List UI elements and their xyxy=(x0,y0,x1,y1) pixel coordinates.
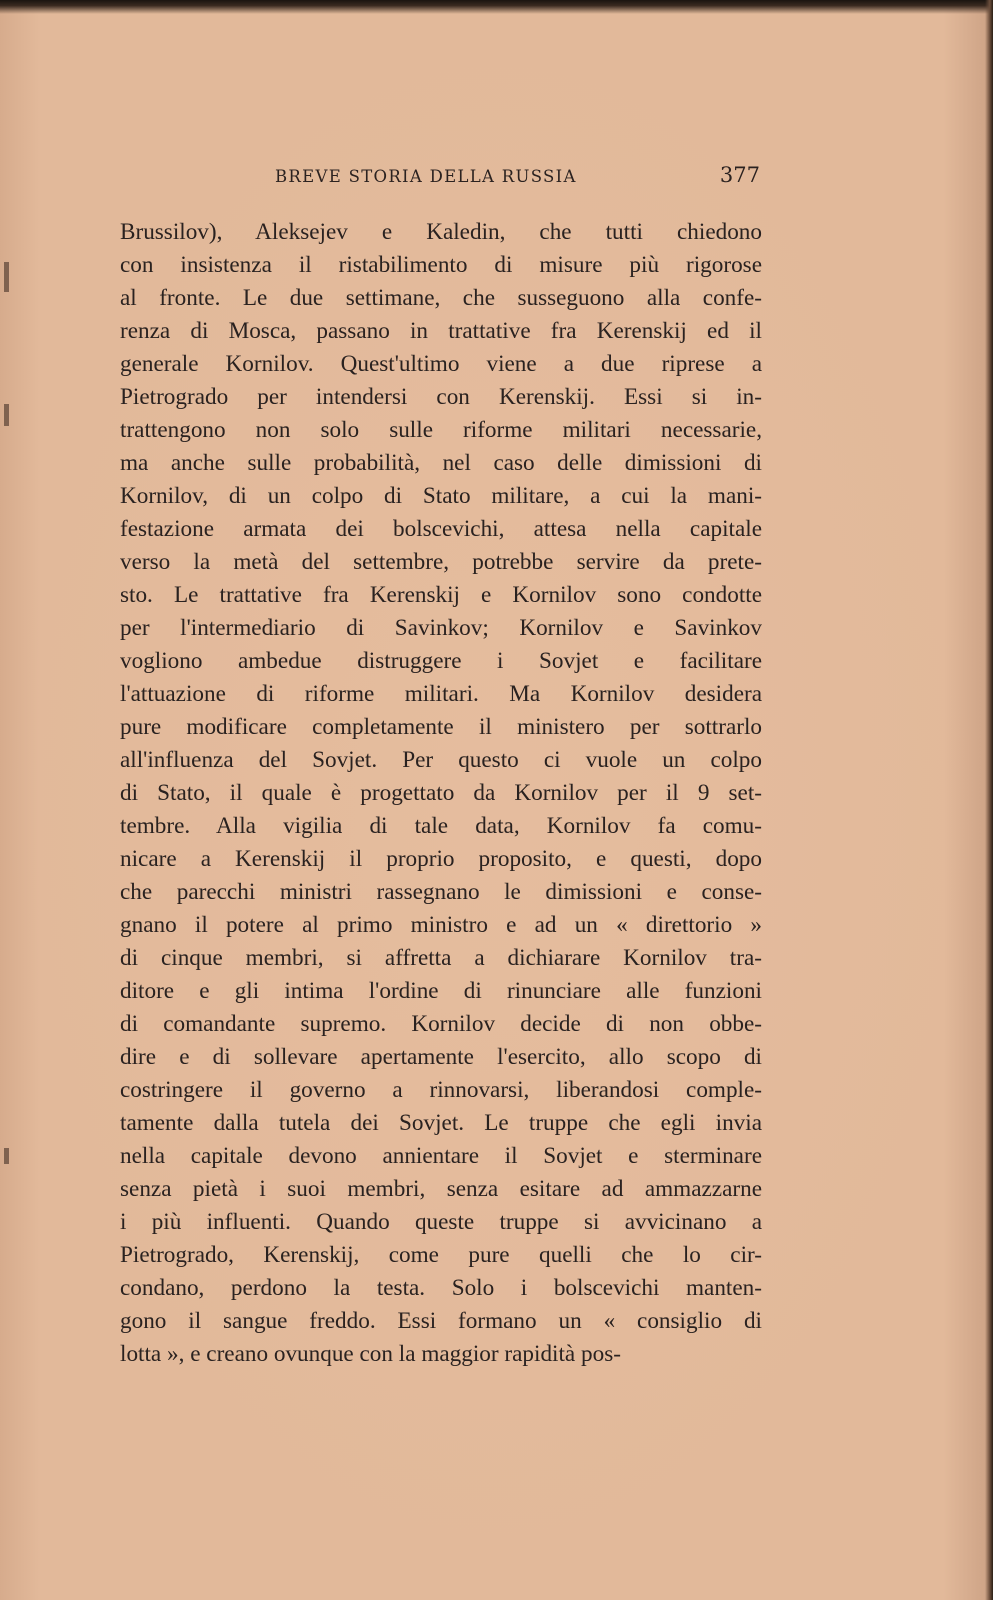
text-line: nicare a Kerenskij il proprio proposito, e questi, dopo xyxy=(120,846,762,872)
body-text xyxy=(120,216,762,1371)
text-line: verso la metà del settembre, potrebbe servire da prete- xyxy=(120,549,762,575)
text-line: Pietrogrado per intendersi con Kerenskij. Essi si in- xyxy=(120,384,762,410)
text-line: condano, perdono la testa. Solo i bolscevichi manten- xyxy=(120,1275,762,1301)
text-line: pure modificare completamente il ministero per sottrarlo xyxy=(120,714,762,740)
page-number: 377 xyxy=(719,163,760,187)
page-right-shadow xyxy=(985,0,993,1600)
margin-mark xyxy=(4,262,9,292)
text-line: che parecchi ministri rassegnano le dimissioni e conse- xyxy=(120,879,762,905)
text-line: gono il sangue freddo. Essi formano un « consiglio di xyxy=(120,1308,762,1334)
page-top-shadow xyxy=(0,0,993,14)
text-line: di Stato, il quale è progettato da Kornilov per il 9 set- xyxy=(120,780,762,806)
text-line: ma anche sulle probabilità, nel caso delle dimissioni di xyxy=(120,450,762,476)
margin-mark xyxy=(4,404,9,426)
text-line: i più influenti. Quando queste truppe si avvicinano a xyxy=(120,1209,762,1235)
text-line: di comandante supremo. Kornilov decide di non obbe- xyxy=(120,1011,762,1037)
text-line: nella capitale devono annientare il Sovjet e sterminare xyxy=(120,1143,762,1169)
text-line: l'attuazione di riforme militari. Ma Kornilov desidera xyxy=(120,681,762,707)
text-line: all'influenza del Sovjet. Per questo ci vuole un colpo xyxy=(120,747,762,773)
text-line: al fronte. Le due settimane, che susseguono alla confe- xyxy=(120,285,762,311)
text-line: generale Kornilov. Quest'ultimo viene a due riprese a xyxy=(120,351,762,377)
text-line: sto. Le trattative fra Kerenskij e Kornilov sono condotte xyxy=(120,582,762,608)
text-line: tembre. Alla vigilia di tale data, Kornilov fa comu- xyxy=(120,813,762,839)
text-line: Kornilov, di un colpo di Stato militare, a cui la mani- xyxy=(120,483,762,509)
text-line: lotta », e creano ovunque con la maggior rapidità pos- xyxy=(120,1341,621,1367)
text-line: tamente dalla tutela dei Sovjet. Le truppe che egli invia xyxy=(120,1110,762,1136)
text-line: trattengono non solo sulle riforme militari necessarie, xyxy=(120,417,762,443)
text-line: vogliono ambedue distruggere i Sovjet e facilitare xyxy=(120,648,762,674)
text-line: senza pietà i suoi membri, senza esitare ad ammazzarne xyxy=(120,1176,762,1202)
margin-mark xyxy=(4,1148,9,1164)
text-line: dire e di sollevare apertamente l'esercito, allo scopo di xyxy=(120,1044,762,1070)
text-line: ditore e gli intima l'ordine di rinunciare alle funzioni xyxy=(120,978,762,1004)
text-line: gnano il potere al primo ministro e ad un « direttorio » xyxy=(120,912,762,938)
text-line: renza di Mosca, passano in trattative fra Kerenskij ed il xyxy=(120,318,762,344)
running-head xyxy=(120,163,760,193)
running-title: BREVE STORIA DELLA RUSSIA xyxy=(275,167,577,186)
text-line: con insistenza il ristabilimento di misure più rigorose xyxy=(120,252,762,278)
text-line: costringere il governo a rinnovarsi, liberandosi comple- xyxy=(120,1077,762,1103)
text-line: festazione armata dei bolscevichi, attesa nella capitale xyxy=(120,516,762,542)
text-line: per l'intermediario di Savinkov; Kornilov e Savinkov xyxy=(120,615,762,641)
text-line: Pietrogrado, Kerenskij, come pure quelli che lo cir- xyxy=(120,1242,762,1268)
text-line: Brussilov), Aleksejev e Kaledin, che tutti chiedono xyxy=(120,219,762,245)
text-line: di cinque membri, si affretta a dichiarare Kornilov tra- xyxy=(120,945,762,971)
